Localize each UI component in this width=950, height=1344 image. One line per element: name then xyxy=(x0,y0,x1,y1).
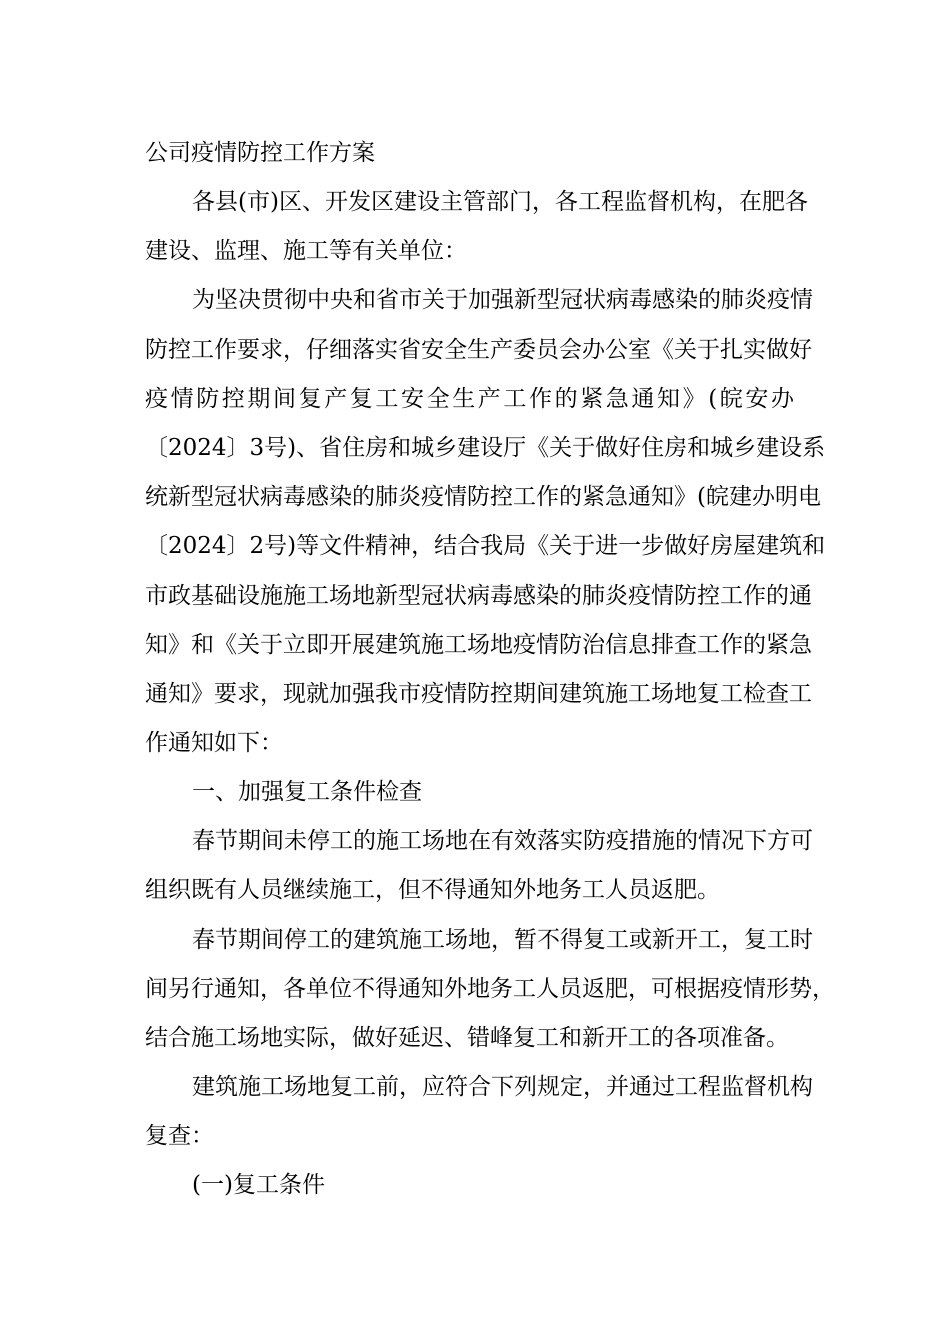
paragraph-line: 间另行通知，各单位不得通知外地务工人员返肥，可根据疫情形势， xyxy=(145,976,835,1002)
paragraph-line: 春节期间未停工的施工场地在有效落实防疫措施的情况下方可 xyxy=(192,828,813,854)
paragraph-line: 统新型冠状病毒感染的肺炎疫情防控工作的紧急通知》(皖建办明电 xyxy=(145,484,821,510)
section-heading: 一、加强复工条件检查 xyxy=(192,779,422,805)
paragraph-line: 疫情防控期间复产复工安全生产工作的紧急通知》(皖安办 xyxy=(145,386,797,412)
paragraph-line: 建设、监理、施工等有关单位： xyxy=(145,238,467,264)
paragraph-line: 各县(市)区、开发区建设主管部门，各工程监督机构，在肥各 xyxy=(192,189,808,215)
paragraph-line: 复查： xyxy=(145,1123,214,1149)
paragraph-line: 〔2024〕3号)、省住房和城乡建设厅《关于做好住房和城乡建设系 xyxy=(145,435,826,461)
subsection-heading: (一)复工条件 xyxy=(192,1172,325,1198)
document-title: 公司疫情防控工作方案 xyxy=(145,140,375,166)
paragraph-line: 防控工作要求，仔细落实省安全生产委员会办公室《关于扎实做好 xyxy=(145,337,812,363)
paragraph-line: 作通知如下： xyxy=(145,730,283,756)
paragraph-line: 市政基础设施施工场地新型冠状病毒感染的肺炎疫情防控工作的通 xyxy=(145,583,812,609)
paragraph-line: 组织既有人员继续施工，但不得通知外地务工人员返肥。 xyxy=(145,877,720,903)
paragraph-line: 春节期间停工的建筑施工场地，暂不得复工或新开工，复工时 xyxy=(192,927,813,953)
paragraph-line: 结合施工场地实际，做好延迟、错峰复工和新开工的各项准备。 xyxy=(145,1025,789,1051)
paragraph-line: 知》和《关于立即开展建筑施工场地疫情防治信息排查工作的紧急 xyxy=(145,632,812,658)
paragraph-line: 为坚决贯彻中央和省市关于加强新型冠状病毒感染的肺炎疫情 xyxy=(192,287,813,313)
paragraph-line: 〔2024〕2号)等文件精神，结合我局《关于进一步做好房屋建筑和 xyxy=(145,533,826,559)
paragraph-line: 通知》要求，现就加强我市疫情防控期间建筑施工场地复工检查工 xyxy=(145,681,812,707)
paragraph-line: 建筑施工场地复工前，应符合下列规定，并通过工程监督机构 xyxy=(192,1074,813,1100)
